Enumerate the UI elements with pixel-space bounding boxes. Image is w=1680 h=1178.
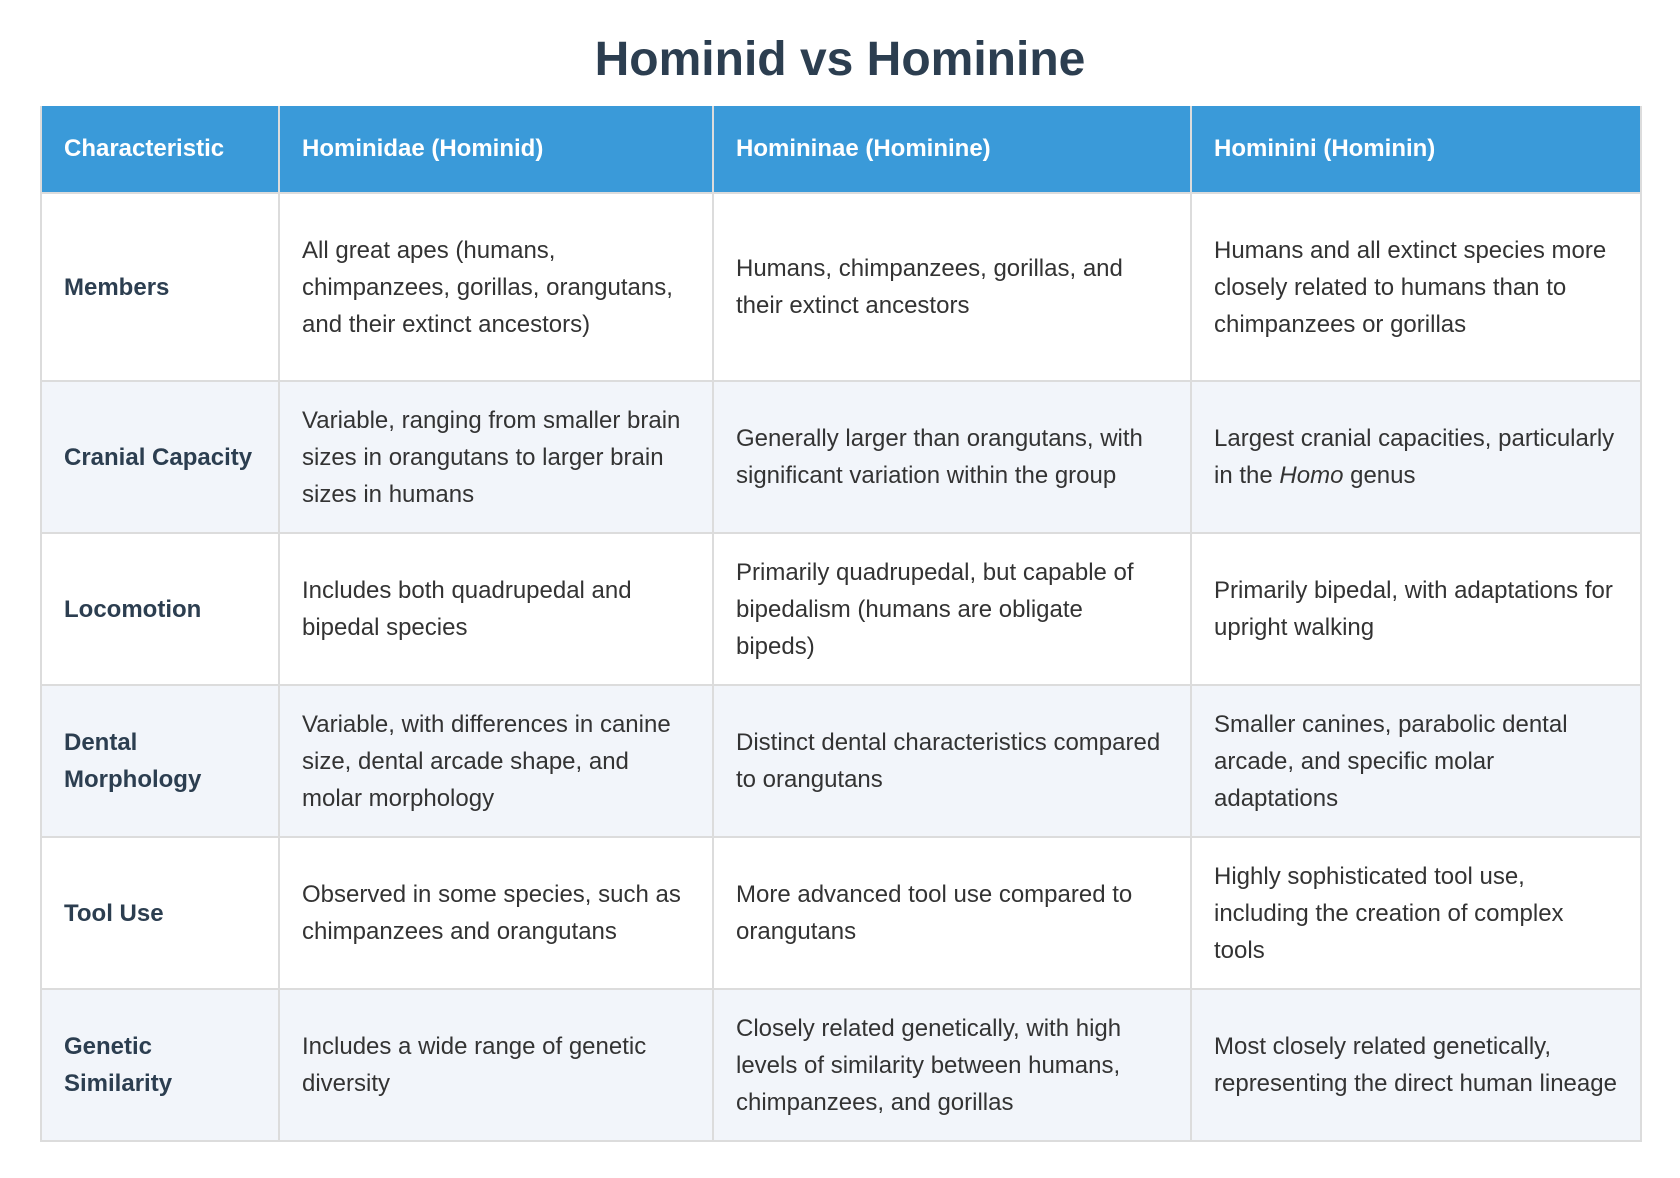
hominini-cell xyxy=(1191,381,1641,533)
hominini-cell: Humans and all extinct species more closely related to humans than to chimpanzees or gorillas xyxy=(1191,193,1641,381)
header-characteristic: Characteristic xyxy=(41,106,279,193)
characteristic-cell: Tool Use xyxy=(41,837,279,989)
header-homininae: Homininae (Hominine) xyxy=(713,106,1191,193)
table-row-dental-morphology xyxy=(41,685,1641,837)
table-row-tool-use xyxy=(41,837,1641,989)
hominidae-cell: Variable, with differences in canine size, dental arcade shape, and molar morphology xyxy=(279,685,713,837)
header-hominidae: Hominidae (Hominid) xyxy=(279,106,713,193)
characteristic-cell: Genetic Similarity xyxy=(41,989,279,1141)
header-hominini: Hominini (Hominin) xyxy=(1191,106,1641,193)
table-row-members xyxy=(41,193,1641,381)
characteristic-cell: Locomotion xyxy=(41,533,279,685)
hominini-cell: Primarily bipedal, with adaptations for upright walking xyxy=(1191,533,1641,685)
hominini-text-suffix: genus xyxy=(1343,462,1416,489)
comparison-table xyxy=(40,106,1642,1142)
homo-genus-italic: Homo xyxy=(1279,462,1344,489)
characteristic-cell: Dental Morphology xyxy=(41,685,279,837)
table-row-cranial-capacity xyxy=(41,381,1641,533)
page-title: Hominid vs Hominine xyxy=(594,33,1086,86)
homininae-cell: Distinct dental characteristics compared to orangutans xyxy=(713,685,1191,837)
hominini-text-prefix: Largest cranial capacities, particularly in the xyxy=(1214,425,1615,489)
characteristic-cell: Members xyxy=(41,193,279,381)
homininae-cell: Generally larger than orangutans, with significant variation within the group xyxy=(713,381,1191,533)
homininae-cell: Humans, chimpanzees, gorillas, and their extinct ancestors xyxy=(713,193,1191,381)
homininae-cell: More advanced tool use compared to orangutans xyxy=(713,837,1191,989)
hominidae-cell: Variable, ranging from smaller brain sizes in orangutans to larger brain sizes in humans xyxy=(279,381,713,533)
hominidae-cell: Includes a wide range of genetic diversity xyxy=(279,989,713,1141)
header-row xyxy=(41,106,1641,193)
hominidae-cell: Includes both quadrupedal and bipedal species xyxy=(279,533,713,685)
hominini-cell: Most closely related genetically, representing the direct human lineage xyxy=(1191,989,1641,1141)
homininae-cell: Primarily quadrupedal, but capable of bipedalism (humans are obligate bipeds) xyxy=(713,533,1191,685)
hominini-cell: Highly sophisticated tool use, including the creation of complex tools xyxy=(1191,837,1641,989)
table-row-locomotion xyxy=(41,533,1641,685)
hominidae-cell: All great apes (humans, chimpanzees, gorillas, orangutans, and their extinct ancestors) xyxy=(279,193,713,381)
hominidae-cell: Observed in some species, such as chimpanzees and orangutans xyxy=(279,837,713,989)
table-row-genetic-similarity xyxy=(41,989,1641,1141)
homininae-cell: Closely related genetically, with high levels of similarity between humans, chimpanzees, and gorillas xyxy=(713,989,1191,1141)
characteristic-cell: Cranial Capacity xyxy=(41,381,279,533)
hominini-cell: Smaller canines, parabolic dental arcade, and specific molar adaptations xyxy=(1191,685,1641,837)
